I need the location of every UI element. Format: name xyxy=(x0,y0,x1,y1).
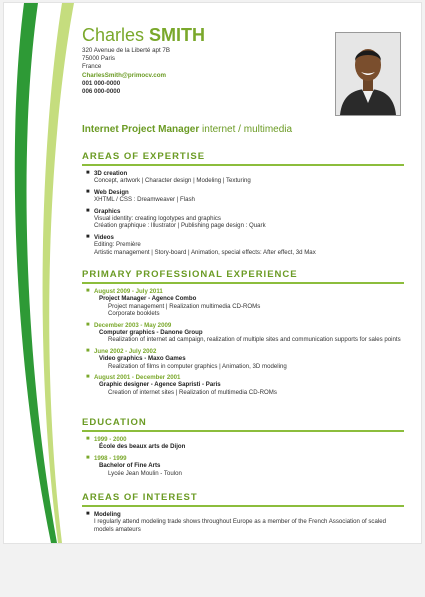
address-line-2: 75000 Paris xyxy=(82,55,116,63)
experience-item xyxy=(82,322,404,344)
experience-detail: Project management | Realization multimedia CD-ROMs xyxy=(108,302,261,310)
bullet-icon: ■ xyxy=(86,374,90,381)
expertise-detail: XHTML / CSS : Dreamweaver | Flash xyxy=(94,196,195,204)
experience-date: August 2009 - July 2011 xyxy=(94,288,163,295)
experience-job: Project Manager - Agence Combo xyxy=(99,295,197,303)
resume-page xyxy=(3,2,422,544)
experience-date: June 2002 - July 2002 xyxy=(94,347,157,355)
expertise-detail: Visual identity: creating logotypes and graphics xyxy=(94,215,221,223)
first-name: Charles xyxy=(82,25,145,45)
section-title: AREAS OF INTEREST xyxy=(82,492,404,507)
bullet-icon: ■ xyxy=(86,188,90,195)
experience-job: Computer graphics - Danone Group xyxy=(99,329,203,337)
education-date: 1999 - 2000 xyxy=(94,436,127,443)
expertise-detail: Artistic management | Story-board | Animation, special effects: After effect, 3d Max xyxy=(94,248,316,256)
expertise-detail: Editing: Première xyxy=(94,241,141,249)
interests-section xyxy=(82,492,404,537)
interest-title: Modeling xyxy=(94,511,121,518)
section-title: AREAS OF EXPERTISE xyxy=(82,151,404,166)
interest-detail: I regularly attend modeling trade shows throughout Europe as a member of the French Association of scaled models amateurs xyxy=(94,518,386,533)
expertise-title: Web Design xyxy=(94,188,129,196)
country: France xyxy=(82,63,102,71)
education-school: École des beaux arts de Dijon xyxy=(99,443,186,451)
section-title: EDUCATION xyxy=(82,417,404,432)
expertise-item xyxy=(82,234,404,256)
last-name: SMITH xyxy=(149,25,206,45)
education-school: Bachelor of Fine Arts xyxy=(99,462,161,470)
green-swoosh-decoration xyxy=(4,3,84,543)
bullet-icon: ■ xyxy=(86,321,90,328)
job-headline xyxy=(82,124,292,135)
person-portrait-icon xyxy=(336,33,400,115)
experience-section xyxy=(82,269,404,400)
experience-job: Video graphics - Maxo Games xyxy=(99,355,186,363)
bullet-icon: ■ xyxy=(86,511,90,517)
education-place: Lycée Jean Moulin - Toulon xyxy=(108,469,182,477)
expertise-title: Videos xyxy=(94,233,114,241)
bullet-icon: ■ xyxy=(86,288,90,294)
headline-role: Internet Project Manager xyxy=(82,124,200,135)
experience-item xyxy=(82,374,404,396)
experience-detail: Realization of films in computer graphics | Animation, 3D modeling xyxy=(108,362,287,370)
experience-item xyxy=(82,348,404,370)
experience-detail: Realization of internet ad campaign, realization of multiple sites and communication supports for sales points xyxy=(108,336,401,344)
interest-item xyxy=(82,511,404,533)
contact-block xyxy=(82,47,170,96)
experience-detail: Creation of internet sites | Realization of multimedia CD-ROMs xyxy=(108,388,277,396)
bullet-icon: ■ xyxy=(86,233,90,240)
bullet-icon: ■ xyxy=(86,454,90,461)
experience-date: August 2001 - December 2001 xyxy=(94,374,181,382)
experience-job: Graphic designer - Agence Sapristi - Paris xyxy=(99,381,221,389)
expertise-title: 3D creation xyxy=(94,170,128,177)
headline-field: internet / multimedia xyxy=(202,124,293,135)
expertise-item xyxy=(82,189,404,204)
expertise-detail: Concept, artwork | Character design | Modeling | Texturing xyxy=(94,177,251,185)
section-title: PRIMARY PROFESSIONAL EXPERIENCE xyxy=(82,269,404,284)
bullet-icon: ■ xyxy=(86,347,90,354)
address-line-1: 320 Avenue de la Liberté apt 7B xyxy=(82,47,170,54)
bullet-icon: ■ xyxy=(86,436,90,442)
experience-item xyxy=(82,288,404,318)
email-link[interactable]: CharlesSmith@primocv.com xyxy=(82,71,166,79)
experience-date: December 2003 - May 2009 xyxy=(94,321,172,329)
bullet-icon: ■ xyxy=(86,207,90,214)
education-item xyxy=(82,455,404,477)
candidate-name xyxy=(82,25,205,46)
expertise-detail: Création graphique : Illustrator | Publishing page design : Quark xyxy=(94,222,266,230)
profile-photo xyxy=(335,32,401,116)
experience-detail: Corporate booklets xyxy=(108,310,160,318)
expertise-item xyxy=(82,170,404,185)
expertise-section xyxy=(82,151,404,260)
expertise-item xyxy=(82,208,404,230)
phone-2: 006 000-0000 xyxy=(82,88,121,96)
education-item xyxy=(82,436,404,451)
expertise-title: Graphics xyxy=(94,207,121,215)
phone-1: 001 000-0000 xyxy=(82,79,121,87)
bullet-icon: ■ xyxy=(86,170,90,176)
education-date: 1998 - 1999 xyxy=(94,454,127,462)
education-section xyxy=(82,417,404,481)
